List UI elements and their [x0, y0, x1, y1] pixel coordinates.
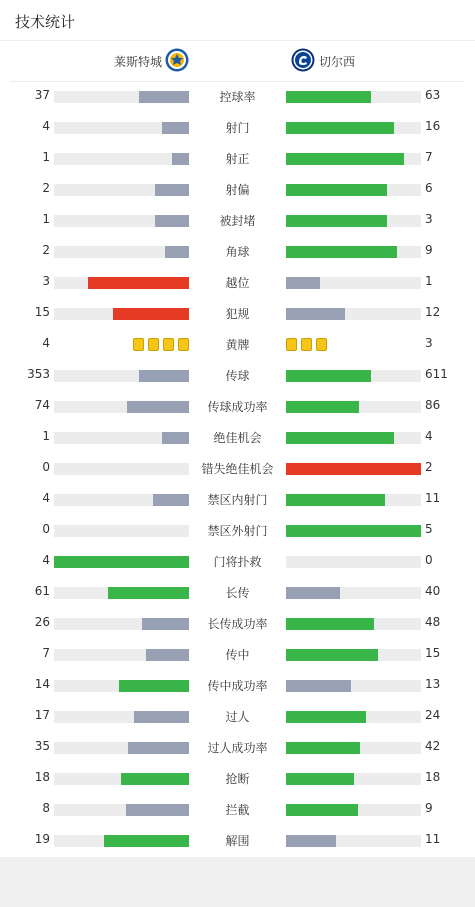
stat-row — [0, 143, 475, 174]
home-value: 15 — [34, 305, 50, 319]
away-value: 12 — [425, 305, 441, 319]
away-bar-fill — [286, 184, 387, 196]
home-bar-track — [54, 556, 189, 568]
home-bar-track — [54, 308, 189, 320]
away-bar-track — [286, 835, 421, 847]
away-bar-track — [286, 494, 421, 506]
away-value: 15 — [425, 646, 441, 660]
stat-row — [0, 794, 475, 825]
away-bar-fill — [286, 835, 336, 847]
stat-label: 传球成功率 — [207, 400, 268, 414]
stat-label: 射正 — [225, 152, 250, 166]
home-value: 2 — [42, 243, 50, 257]
away-bar-track — [286, 122, 421, 134]
stat-row — [0, 267, 475, 298]
away-value: 5 — [425, 522, 433, 536]
home-bar-fill — [139, 370, 189, 382]
away-value: 48 — [425, 615, 441, 629]
away-team-name: 切尔西 — [319, 55, 356, 69]
away-value: 0 — [425, 553, 433, 567]
stat-row — [0, 825, 475, 856]
stat-label: 射偏 — [225, 183, 250, 197]
away-bar-track — [286, 370, 421, 382]
stat-row — [0, 701, 475, 732]
away-bar-fill — [286, 773, 354, 785]
away-bar-fill — [286, 587, 340, 599]
leicester-badge-icon — [165, 48, 189, 72]
away-bar-track — [286, 246, 421, 258]
home-value: 35 — [34, 739, 50, 753]
page-title: 技术统计 — [15, 13, 76, 31]
away-bar-fill — [286, 463, 421, 475]
away-bar-fill — [286, 215, 387, 227]
away-bar-track — [286, 308, 421, 320]
home-bar-track — [54, 804, 189, 816]
away-bar-track — [286, 184, 421, 196]
home-value: 37 — [34, 88, 50, 102]
away-bar-track — [286, 618, 421, 630]
away-bar-track — [286, 587, 421, 599]
home-bar-track — [54, 649, 189, 661]
home-value: 7 — [42, 646, 50, 660]
home-bar-fill — [146, 649, 189, 661]
home-bar-track — [54, 246, 189, 258]
away-value: 24 — [425, 708, 441, 722]
home-bar-fill — [139, 91, 189, 103]
away-bar-fill — [286, 308, 345, 320]
home-yellow-cards — [133, 338, 189, 352]
home-bar-fill — [54, 556, 189, 568]
stat-row — [0, 81, 475, 112]
home-value: 17 — [34, 708, 50, 722]
stat-label: 门将扑救 — [213, 555, 262, 569]
home-value: 4 — [42, 119, 50, 133]
away-value: 9 — [425, 243, 433, 257]
stat-row — [0, 112, 475, 143]
home-bar-fill — [104, 835, 189, 847]
home-bar-fill — [126, 804, 189, 816]
away-bar-track — [286, 649, 421, 661]
away-bar-track — [286, 525, 421, 537]
home-bar-track — [54, 711, 189, 723]
home-bar-track — [54, 122, 189, 134]
home-bar-fill — [172, 153, 189, 165]
away-bar-track — [286, 277, 421, 289]
home-bar-track — [54, 680, 189, 692]
away-bar-track — [286, 804, 421, 816]
home-bar-fill — [162, 122, 189, 134]
panel-header — [0, 0, 475, 41]
home-bar-fill — [128, 742, 189, 754]
home-value: 26 — [34, 615, 50, 629]
away-bar-track — [286, 556, 421, 568]
home-value: 74 — [34, 398, 50, 412]
home-bar-fill — [142, 618, 189, 630]
stat-label: 禁区内射门 — [207, 493, 268, 507]
stat-row — [0, 236, 475, 267]
home-bar-fill — [88, 277, 189, 289]
stat-row — [0, 546, 475, 577]
away-bar-fill — [286, 122, 394, 134]
away-bar-fill — [286, 494, 385, 506]
stat-row — [0, 174, 475, 205]
stat-row — [0, 329, 475, 360]
stat-row — [0, 515, 475, 546]
away-value: 40 — [425, 584, 441, 598]
stat-label: 控球率 — [219, 90, 256, 104]
away-bar-fill — [286, 401, 359, 413]
home-bar-fill — [155, 215, 189, 227]
home-value: 1 — [42, 150, 50, 164]
away-value: 6 — [425, 181, 433, 195]
home-value: 61 — [34, 584, 50, 598]
away-value: 86 — [425, 398, 441, 412]
home-bar-track — [54, 835, 189, 847]
home-value: 353 — [27, 367, 50, 381]
home-value: 0 — [42, 460, 50, 474]
away-bar-fill — [286, 525, 421, 537]
away-bar-track — [286, 680, 421, 692]
yellow-card-icon — [178, 338, 189, 351]
home-bar-track — [54, 370, 189, 382]
stat-row — [0, 577, 475, 608]
away-value: 18 — [425, 770, 441, 784]
teams-header — [10, 41, 465, 82]
stat-row — [0, 360, 475, 391]
away-bar-track — [286, 91, 421, 103]
home-bar-fill — [121, 773, 189, 785]
stat-label: 越位 — [225, 276, 250, 290]
home-value: 4 — [42, 336, 50, 350]
away-value: 11 — [425, 832, 441, 846]
home-value: 3 — [42, 274, 50, 288]
home-value: 19 — [34, 832, 50, 846]
away-value: 4 — [425, 429, 433, 443]
stat-label: 错失绝佳机会 — [201, 462, 274, 476]
away-bar-fill — [286, 277, 320, 289]
away-bar-fill — [286, 649, 378, 661]
home-bar-track — [54, 277, 189, 289]
stat-row — [0, 639, 475, 670]
stat-label: 拦截 — [225, 803, 250, 817]
home-team-name: 莱斯特城 — [113, 55, 162, 69]
away-bar-fill — [286, 246, 397, 258]
away-value: 9 — [425, 801, 433, 815]
home-value: 14 — [34, 677, 50, 691]
home-bar-fill — [113, 308, 189, 320]
stat-row — [0, 484, 475, 515]
home-bar-track — [54, 587, 189, 599]
home-bar-track — [54, 494, 189, 506]
yellow-card-icon — [163, 338, 174, 351]
home-bar-fill — [162, 432, 189, 444]
stat-label: 禁区外射门 — [207, 524, 268, 538]
home-bar-track — [54, 618, 189, 630]
away-bar-fill — [286, 680, 351, 692]
home-bar-track — [54, 742, 189, 754]
away-value: 42 — [425, 739, 441, 753]
home-value: 0 — [42, 522, 50, 536]
stat-row — [0, 670, 475, 701]
away-value: 16 — [425, 119, 441, 133]
home-bar-track — [54, 184, 189, 196]
yellow-card-icon — [286, 338, 297, 351]
away-value: 3 — [425, 336, 433, 350]
stat-label: 黄牌 — [225, 338, 250, 352]
away-bar-fill — [286, 370, 371, 382]
yellow-card-icon — [133, 338, 144, 351]
stat-row — [0, 732, 475, 763]
home-value: 4 — [42, 553, 50, 567]
home-bar-track — [54, 91, 189, 103]
home-bar-fill — [134, 711, 189, 723]
yellow-card-icon — [316, 338, 327, 351]
home-bar-fill — [165, 246, 189, 258]
away-value: 3 — [425, 212, 433, 226]
away-value: 63 — [425, 88, 441, 102]
away-bar-fill — [286, 711, 366, 723]
stat-row — [0, 763, 475, 794]
away-yellow-cards — [286, 338, 327, 352]
away-bar-fill — [286, 618, 374, 630]
away-bar-fill — [286, 153, 404, 165]
stat-row — [0, 205, 475, 236]
home-bar-track — [54, 773, 189, 785]
stat-label: 解围 — [225, 834, 250, 848]
away-bar-track — [286, 432, 421, 444]
away-bar-track — [286, 463, 421, 475]
stat-row — [0, 298, 475, 329]
yellow-card-icon — [148, 338, 159, 351]
away-value: 11 — [425, 491, 441, 505]
stat-label: 抢断 — [225, 772, 250, 786]
stat-row — [0, 422, 475, 453]
stat-label: 射门 — [225, 121, 250, 135]
away-value: 611 — [425, 367, 448, 381]
away-value: 2 — [425, 460, 433, 474]
home-bar-fill — [127, 401, 189, 413]
stat-row — [0, 391, 475, 422]
stat-row — [0, 453, 475, 484]
stat-label: 传中成功率 — [207, 679, 268, 693]
away-bar-track — [286, 742, 421, 754]
away-bar-fill — [286, 432, 394, 444]
stat-label: 角球 — [225, 245, 250, 259]
yellow-card-icon — [301, 338, 312, 351]
away-bar-fill — [286, 742, 360, 754]
away-bar-track — [286, 401, 421, 413]
home-bar-track — [54, 463, 189, 475]
chelsea-badge-icon — [291, 48, 315, 72]
home-bar-fill — [108, 587, 189, 599]
stat-label: 传球 — [225, 369, 250, 383]
stat-label: 过人 — [225, 710, 250, 724]
home-value: 1 — [42, 212, 50, 226]
away-bar-track — [286, 153, 421, 165]
away-bar-track — [286, 215, 421, 227]
stat-label: 绝佳机会 — [213, 431, 262, 445]
home-value: 2 — [42, 181, 50, 195]
away-value: 1 — [425, 274, 433, 288]
home-bar-fill — [119, 680, 189, 692]
away-bar-track — [286, 711, 421, 723]
home-bar-fill — [153, 494, 189, 506]
home-bar-track — [54, 432, 189, 444]
stat-row — [0, 608, 475, 639]
home-value: 4 — [42, 491, 50, 505]
stat-label: 传中 — [225, 648, 250, 662]
home-value: 1 — [42, 429, 50, 443]
stat-label: 长传 — [225, 586, 250, 600]
home-value: 18 — [34, 770, 50, 784]
away-value: 7 — [425, 150, 433, 164]
away-bar-track — [286, 773, 421, 785]
stat-label: 被封堵 — [219, 214, 256, 228]
home-bar-track — [54, 215, 189, 227]
stat-label: 犯规 — [225, 307, 250, 321]
stat-label: 过人成功率 — [207, 741, 268, 755]
home-bar-track — [54, 401, 189, 413]
stat-label: 长传成功率 — [207, 617, 268, 631]
away-bar-fill — [286, 91, 371, 103]
home-bar-fill — [155, 184, 189, 196]
home-bar-track — [54, 525, 189, 537]
home-value: 8 — [42, 801, 50, 815]
away-value: 13 — [425, 677, 441, 691]
away-bar-fill — [286, 804, 358, 816]
home-bar-track — [54, 153, 189, 165]
